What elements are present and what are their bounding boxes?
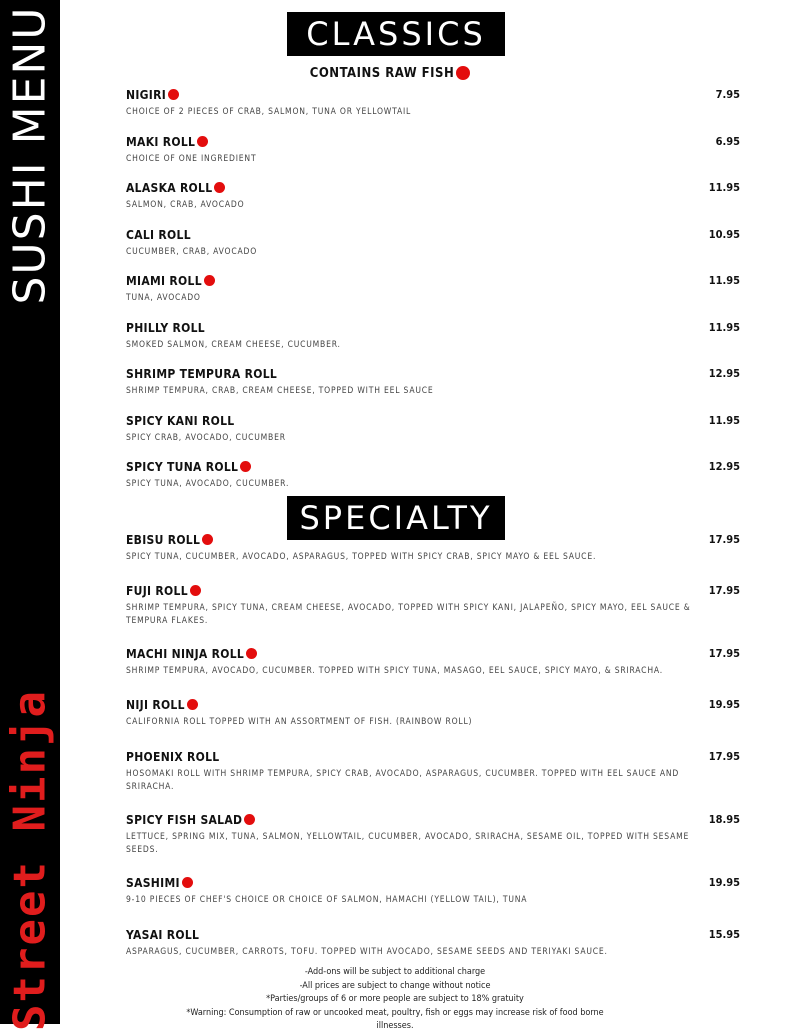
menu-item [126,228,740,259]
menu-item-price: 17.95 [708,584,740,597]
raw-fish-dot-icon [244,814,255,825]
footer-line: *Warning: Consumption of raw or uncooked meat, poultry, fish or eggs may increase risk of food borne illnesses. [186,1007,604,1031]
menu-item-name-text: SASHIMI [126,876,180,890]
menu-item [126,584,740,628]
menu-item-name [126,414,740,428]
sidebar-title: SUSHI MENU [4,5,56,305]
raw-fish-dot-icon [168,89,179,100]
menu-item-description: SHRIMP TEMPURA, AVOCADO, CUCUMBER. TOPPED WITH SPICY TUNA, MASAGO, EEL SAUCE, SPICY MAYO, & SRIRACHA. [126,666,663,676]
menu-item-name-text: YASAI ROLL [126,928,200,942]
menu-item-price: 12.95 [708,460,740,473]
menu-item-description: SPICY TUNA, CUCUMBER, AVOCADO, ASPARAGUS, TOPPED WITH SPICY CRAB, SPICY MAYO & EEL SAUCE. [126,552,597,562]
menu-item-name [126,135,740,149]
menu-item-description: SHRIMP TEMPURA, SPICY TUNA, CREAM CHEESE, AVOCADO, TOPPED WITH SPICY KANI, JALAPEÑO, SPICY MAYO, EEL SAUCE & TEMPURA FLAKES. [126,603,691,626]
menu-item-name-text: SPICY KANI ROLL [126,414,235,428]
menu-item [126,367,740,398]
menu-item-name [126,928,740,942]
raw-fish-dot-icon [204,275,215,286]
menu-item-description: 9-10 PIECES OF CHEF'S CHOICE OR CHOICE OF SALMON, HAMACHI (YELLOW TAIL), TUNA [126,895,528,905]
footer-line: *Parties/groups of 6 or more people are subject to 18% gratuity [266,994,524,1004]
menu-item [126,750,740,794]
menu-item [126,460,740,491]
menu-item-price: 19.95 [708,698,740,711]
menu-item [126,533,740,564]
menu-item-name [126,813,740,827]
menu-item-name-text: PHILLY ROLL [126,321,205,335]
menu-item-name [126,460,740,474]
menu-item [126,88,740,119]
menu-item [126,647,740,678]
menu-item-description: CALIFORNIA ROLL TOPPED WITH AN ASSORTMENT OF FISH. (RAINBOW ROLL) [126,717,473,727]
menu-item-name-text: NIGIRI [126,88,167,102]
menu-item-price: 7.95 [715,88,740,101]
menu-item-price: 6.95 [715,135,740,148]
footer-line: -All prices are subject to change without notice [299,980,491,991]
specialty-banner: SPECIALTY [287,496,505,540]
menu-item-name-text: MACHI NINJA ROLL [126,647,245,661]
footer-line: -Add-ons will be subject to additional charge [304,967,486,977]
menu-item-name [126,533,740,547]
raw-fish-dot-icon [214,182,225,193]
menu-item-name-text: ALASKA ROLL [126,181,213,195]
menu-item-name-text: MAKI ROLL [126,135,196,149]
raw-fish-dot-icon [190,585,201,596]
menu-item-description: SPICY CRAB, AVOCADO, CUCUMBER [126,433,286,443]
raw-fish-dot-icon [456,66,470,80]
menu-item-description: CHOICE OF ONE INGREDIENT [126,154,257,164]
menu-item [126,135,740,166]
restaurant-name: Street Ninja [4,689,56,1031]
menu-item-price: 17.95 [708,750,740,763]
menu-item-price: 19.95 [708,876,740,889]
menu-item-description: HOSOMAKI ROLL WITH SHRIMP TEMPURA, SPICY CRAB, AVOCADO, ASPARAGUS, CUCUMBER. TOPPED WITH EEL SAUCE AND SRIRACHA. [126,769,680,792]
menu-item [126,813,740,857]
menu-item-name [126,698,740,712]
menu-item-name [126,228,740,242]
menu-item [126,698,740,729]
menu-item [126,181,740,212]
menu-item-description: SMOKED SALMON, CREAM CHEESE, CUCUMBER. [126,340,341,350]
menu-item-price: 15.95 [708,928,740,941]
raw-fish-legend-label: CONTAINS RAW FISH [309,66,455,81]
raw-fish-dot-icon [197,136,208,147]
menu-item-name [126,750,740,764]
menu-item-name-text: PHOENIX ROLL [126,750,220,764]
menu-item-price: 11.95 [708,321,740,334]
menu-item-price: 11.95 [708,181,740,194]
menu-item-price: 12.95 [708,367,740,380]
footer-notes [180,966,610,1034]
menu-item-description: ASPARAGUS, CUCUMBER, CARROTS, TOFU. TOPPED WITH AVOCADO, SESAME SEEDS AND TERIYAKI SAUCE. [126,947,608,957]
menu-item-name-text: MIAMI ROLL [126,274,202,288]
raw-fish-dot-icon [182,877,193,888]
menu-item-description: CHOICE OF 2 PIECES OF CRAB, SALMON, TUNA OR YELLOWTAIL [126,107,412,117]
menu-item [126,274,740,305]
menu-item-name [126,367,740,381]
menu-item-description: SALMON, CRAB, AVOCADO [126,200,245,210]
menu-item-price: 11.95 [708,274,740,287]
menu-item [126,928,740,959]
menu-item-name-text: FUJI ROLL [126,584,188,598]
menu-item-price: 10.95 [708,228,740,241]
menu-item [126,876,740,907]
raw-fish-dot-icon [246,648,257,659]
menu-item-name [126,647,740,661]
menu-item-name-text: SHRIMP TEMPURA ROLL [126,367,278,381]
menu-item-price: 11.95 [708,414,740,427]
raw-fish-legend [260,66,520,81]
sidebar [0,0,60,1031]
classics-banner: CLASSICS [287,12,505,56]
menu-item-price: 18.95 [708,813,740,826]
menu-item-name-text: SPICY TUNA ROLL [126,460,239,474]
menu-item-name-text: EBISU ROLL [126,533,201,547]
menu-item-description: CUCUMBER, CRAB, AVOCADO [126,247,258,257]
menu-item-name [126,88,740,102]
menu-item-name-text: NIJI ROLL [126,698,185,712]
menu-item-name [126,321,740,335]
menu-item [126,414,740,445]
menu-item-description: SPICY TUNA, AVOCADO, CUCUMBER. [126,479,290,489]
menu-item-price: 17.95 [708,533,740,546]
raw-fish-dot-icon [240,461,251,472]
menu-item-name [126,876,740,890]
raw-fish-dot-icon [187,699,198,710]
menu-item-description: SHRIMP TEMPURA, CRAB, CREAM CHEESE, TOPPED WITH EEL SAUCE [126,386,434,396]
menu-item-name [126,181,740,195]
menu-item-name-text: CALI ROLL [126,228,191,242]
menu-item-name [126,274,740,288]
menu-item-name [126,584,740,598]
raw-fish-dot-icon [202,534,213,545]
menu-item-description: LETTUCE, SPRING MIX, TUNA, SALMON, YELLOWTAIL, CUCUMBER, AVOCADO, SRIRACHA, SESAME OIL, TOPPED WITH SESAME SEEDS. [126,832,690,855]
menu-item-price: 17.95 [708,647,740,660]
menu-item [126,321,740,352]
menu-item-description: TUNA, AVOCADO [126,293,201,303]
menu-item-name-text: SPICY FISH SALAD [126,813,243,827]
